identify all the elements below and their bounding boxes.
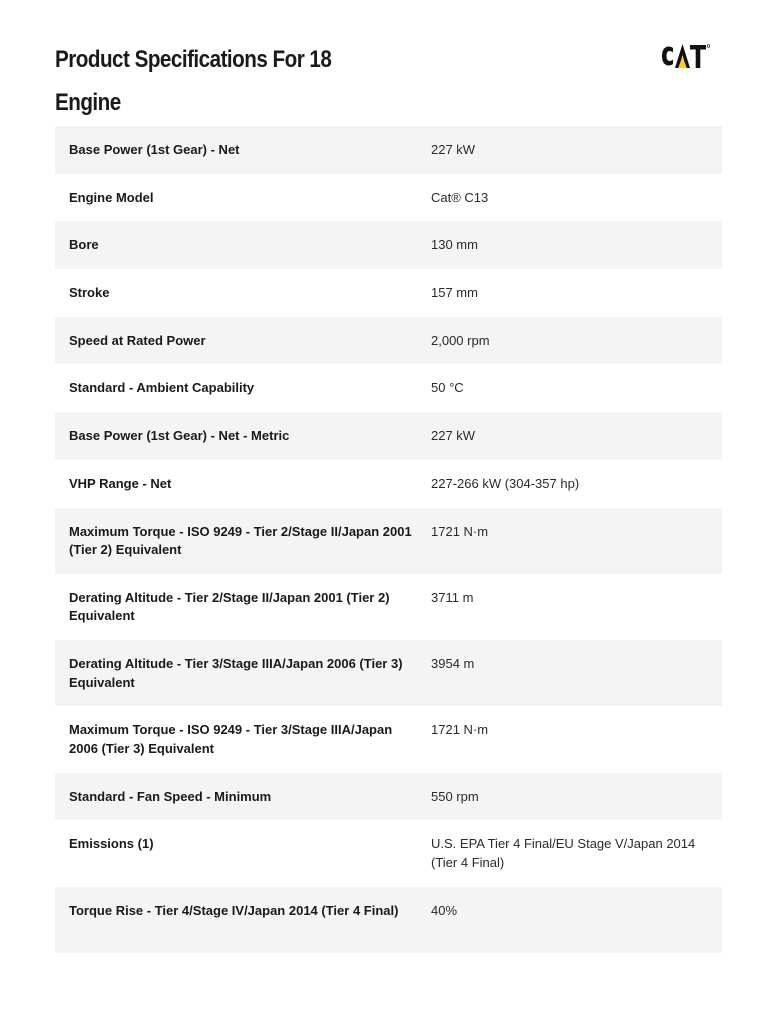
spec-row: [55, 574, 722, 640]
spec-row: [55, 317, 722, 365]
spec-row: [55, 640, 722, 706]
spec-label: Standard - Ambient Capability: [69, 380, 255, 396]
spec-row: [55, 773, 722, 821]
spec-row: [55, 412, 722, 460]
spec-label: Base Power (1st Gear) - Net - Metric: [69, 428, 290, 444]
spec-value: U.S. EPA Tier 4 Final/EU Stage V/Japan 2014 (Tier 4 Final): [431, 836, 696, 870]
spec-value: 157 mm: [431, 285, 478, 301]
spec-row: [55, 174, 722, 222]
spec-value: 1721 N·m: [431, 722, 489, 738]
spec-label: Torque Rise - Tier 4/Stage IV/Japan 2014 (Tier 4 Final): [69, 902, 399, 918]
spec-row: [55, 126, 722, 174]
spec-label: Derating Altitude - Tier 3/Stage IIIA/Japan 2006 (Tier 3) Equivalent: [69, 656, 403, 690]
spec-label: Speed at Rated Power: [69, 332, 206, 348]
spec-value: 550 rpm: [431, 788, 479, 804]
cat-logo: [660, 42, 712, 72]
spec-row: [55, 820, 722, 886]
section-title-engine: Engine: [55, 89, 121, 116]
spec-row: [55, 508, 722, 574]
spec-value: 130 mm: [431, 237, 478, 253]
spec-value: 50 °C: [431, 380, 464, 396]
spec-label: Standard - Fan Speed - Minimum: [69, 788, 272, 804]
spec-value: 3711 m: [431, 589, 474, 605]
spec-label: Derating Altitude - Tier 2/Stage II/Japan 2001 (Tier 2) Equivalent: [69, 589, 390, 624]
spec-label: VHP Range - Net: [69, 475, 172, 491]
page-title: Product Specifications For 18: [55, 46, 332, 73]
spec-value: 1721 N·m: [431, 523, 489, 539]
page-header: [55, 44, 722, 78]
spec-value: Cat® C13: [431, 189, 489, 205]
spec-value: 227-266 kW (304-357 hp): [431, 475, 580, 491]
spec-row: [55, 460, 722, 508]
spec-value: 227 kW: [431, 428, 476, 444]
spec-label: Base Power (1st Gear) - Net: [69, 142, 240, 157]
spec-row: [55, 887, 722, 953]
spec-row: [55, 221, 722, 269]
engine-spec-table: [55, 126, 722, 953]
spec-value: 40%: [431, 902, 458, 918]
spec-label: Stroke: [69, 285, 110, 301]
spec-value: 227 kW: [431, 142, 476, 157]
spec-row: [55, 364, 722, 412]
spec-value: 3954 m: [431, 656, 475, 672]
spec-row: [55, 269, 722, 317]
spec-label: Maximum Torque - ISO 9249 - Tier 2/Stage II/Japan 2001 (Tier 2) Equivalent: [69, 523, 412, 557]
spec-label: Emissions (1): [69, 836, 154, 852]
spec-value: 2,000 rpm: [431, 332, 490, 348]
spec-label: Maximum Torque - ISO 9249 - Tier 3/Stage IIIA/Japan 2006 (Tier 3) Equivalent: [69, 722, 393, 756]
spec-label: Engine Model: [69, 189, 154, 205]
spec-label: Bore: [69, 237, 99, 253]
spec-row: [55, 706, 722, 772]
